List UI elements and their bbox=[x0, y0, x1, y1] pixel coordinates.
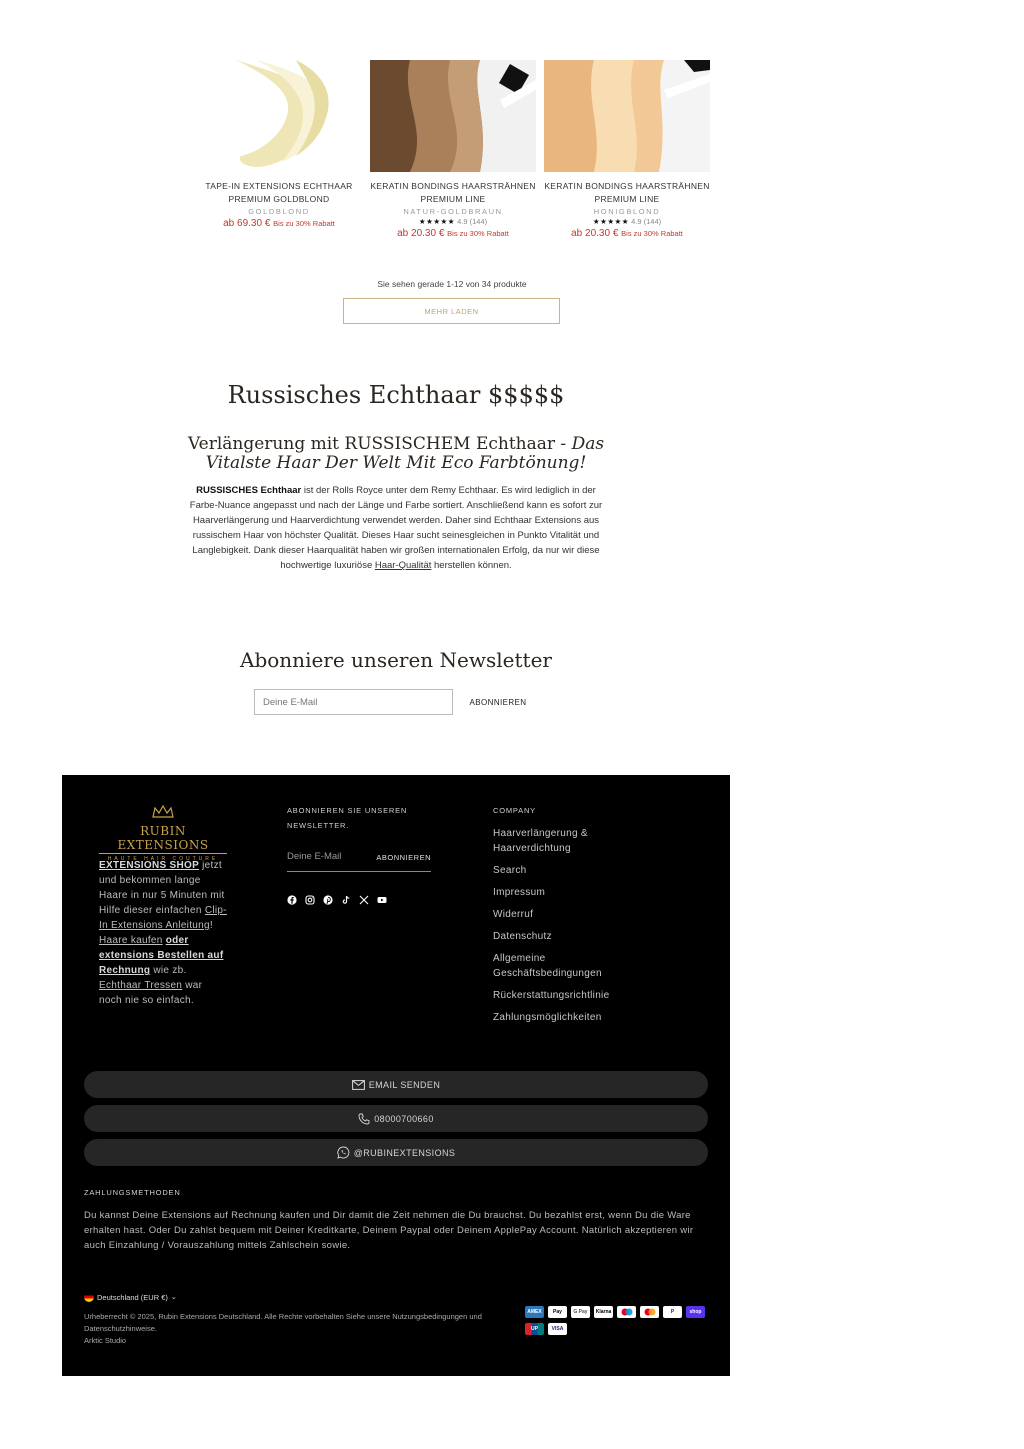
brand-logo[interactable] bbox=[99, 805, 227, 862]
google-pay-icon: G Pay bbox=[571, 1306, 590, 1318]
pagination-status: Sie sehen gerade 1-12 von 34 produkte bbox=[377, 279, 527, 289]
load-more-button[interactable]: MEHR LADEN bbox=[343, 298, 560, 324]
rating-stars-icon: ★★★★★ bbox=[592, 217, 629, 226]
credit-link[interactable]: Arktic Studio bbox=[84, 1336, 127, 1345]
phone-button[interactable] bbox=[84, 1105, 708, 1132]
product-variant: GOLDBLOND bbox=[248, 207, 310, 216]
maestro-icon bbox=[617, 1306, 636, 1318]
whatsapp-icon bbox=[337, 1146, 350, 1159]
logo-name: RUBIN EXTENSIONS bbox=[99, 824, 227, 854]
footer-newsletter-form bbox=[287, 847, 431, 872]
product-price: ab 69.30 € Bis zu 30% Rabatt bbox=[223, 218, 335, 229]
rating-stars-icon: ★★★★★ bbox=[418, 217, 455, 226]
bestellen-auf-rechnung-link[interactable]: oder extensions Bestellen auf Rechnung bbox=[99, 935, 224, 976]
payment-heading: ZAHLUNGSMETHODEN bbox=[84, 1188, 181, 1197]
product-card[interactable] bbox=[196, 60, 362, 229]
product-card[interactable] bbox=[544, 60, 710, 239]
footer-subscribe-button[interactable]: ABONNIEREN bbox=[376, 853, 431, 862]
whatsapp-button[interactable] bbox=[84, 1139, 708, 1166]
footer bbox=[62, 775, 730, 1376]
product-title[interactable]: KERATIN BONDINGS HAARSTRÄHNEN PREMIUM LINE bbox=[370, 181, 536, 204]
footer-newsletter-heading: ABONNIEREN SIE UNSEREN NEWSLETTER. bbox=[287, 806, 408, 830]
company-link-agb[interactable]: Allgemeine Geschäftsbedingungen bbox=[493, 953, 602, 979]
youtube-icon[interactable] bbox=[377, 895, 387, 905]
newsletter-title: Abonniere unseren Newsletter bbox=[240, 648, 552, 672]
extensions-shop-link[interactable]: EXTENSIONS SHOP bbox=[99, 860, 200, 871]
echthaar-tressen-link[interactable]: Echthaar Tressen bbox=[99, 980, 183, 991]
clip-in-anleitung-link[interactable]: Clip-In Extensions Anleitung bbox=[99, 905, 227, 931]
phone-button-label: 08000700660 bbox=[374, 1113, 434, 1124]
payment-icons bbox=[525, 1306, 707, 1335]
company-link-widerruf[interactable]: Widerruf bbox=[493, 909, 534, 920]
newsletter-email-input[interactable] bbox=[254, 689, 453, 715]
phone-icon bbox=[358, 1113, 370, 1125]
logo-tagline: HAUTE HAIR COUTURE bbox=[107, 856, 219, 862]
payment-text: Du kannst Deine Extensions auf Rechnung kaufen und Dir damit die Zeit nehmen die Du brauchst. Du bezahlst erst, wenn Du die Ware erhalten hast. Oder Du zahlst bequem mit Deiner Kreditkarte, Deinem Paypal oder Deinem ApplePay Account. Natürlich akzeptieren wir auch Einzahlung / Vorauszahlung mittels Zahlschein sowie. bbox=[84, 1210, 694, 1251]
hair-honigblond-image[interactable] bbox=[544, 60, 710, 172]
section-subtitle: Verlängerung mit RUSSISCHEM Echthaar - Das Vitalste Haar Der Welt Mit Eco Farbtönung! bbox=[187, 434, 605, 473]
germany-flag-icon bbox=[84, 1292, 94, 1302]
hair-natur-goldbraun-image[interactable] bbox=[370, 60, 536, 172]
company-links bbox=[493, 826, 643, 1025]
visa-icon: VISA bbox=[548, 1323, 567, 1335]
instagram-icon[interactable] bbox=[305, 895, 315, 905]
chevron-down-icon: ⌄ bbox=[170, 1294, 177, 1301]
shop-pay-icon: shop bbox=[686, 1306, 705, 1318]
company-link-impressum[interactable]: Impressum bbox=[493, 887, 546, 898]
product-price: ab 20.30 € Bis zu 30% Rabatt bbox=[397, 228, 509, 239]
tiktok-icon[interactable] bbox=[341, 895, 351, 905]
haare-kaufen-link[interactable]: Haare kaufen bbox=[99, 935, 163, 946]
amex-icon: AMEX bbox=[525, 1306, 544, 1318]
mastercard-icon bbox=[640, 1306, 659, 1318]
mail-icon bbox=[352, 1080, 365, 1090]
section-title: Russisches Echthaar $$$$$ bbox=[227, 381, 565, 409]
footer-about-text: EXTENSIONS SHOP jetzt und bekommen lange Haare in nur 5 Minuten mit Hilfe dieser einfachen Clip-In Extensions Anleitung! Haare kaufen oder extensions Bestellen auf Rechnung wie zb. Echthaar Tressen war noch nie so einfach. bbox=[99, 860, 227, 1006]
product-price: ab 20.30 € Bis zu 30% Rabatt bbox=[571, 228, 683, 239]
country-label: Deutschland (EUR €) bbox=[97, 1292, 168, 1302]
email-button[interactable] bbox=[84, 1071, 708, 1098]
footer-email-input[interactable]: Deine E-Mail bbox=[287, 851, 342, 862]
company-link-haarverlaengerung[interactable]: Haarverlängerung & Haarverdichtung bbox=[493, 828, 588, 854]
company-link-search[interactable]: Search bbox=[493, 865, 527, 876]
product-variant: NATUR-GOLDBRAUN bbox=[403, 207, 503, 216]
facebook-icon[interactable] bbox=[287, 895, 297, 905]
product-rating: ★★★★★ 4.9 (144) bbox=[592, 217, 662, 226]
country-selector[interactable] bbox=[84, 1292, 177, 1302]
company-link-zahlung[interactable]: Zahlungsmöglichkeiten bbox=[493, 1012, 602, 1023]
union-pay-icon: UP bbox=[525, 1323, 544, 1335]
crown-icon bbox=[152, 805, 174, 819]
whatsapp-button-label: @RUBINEXTENSIONS bbox=[353, 1147, 456, 1158]
hair-goldblond-image[interactable] bbox=[196, 60, 362, 172]
company-link-rueckerstattung[interactable]: Rückerstattungsrichtlinie bbox=[493, 990, 610, 1001]
social-links bbox=[287, 895, 387, 905]
product-rating: ★★★★★ 4.9 (144) bbox=[418, 217, 488, 226]
klarna-icon: Klarna bbox=[594, 1306, 613, 1318]
copyright: Urheberrecht © 2025, Rubin Extensions Deutschland. Alle Rechte vorbehalten Siehe unsere Nutzungsbedingungen und Datenschutzhinweise. Arktic Studio bbox=[84, 1312, 482, 1345]
section-body: RUSSISCHES Echthaar ist der Rolls Royce unter dem Remy Echthaar. Es wird lediglich in der Farbe-Nuance angepasst und nach der Länge und Farbe sortiert. Anschließend kann es sofort zur Haarverlängerung und Haarverdichtung verwendet werden. Daher sind Echthaar Extensions aus russischem Haar von höchster Qualität. Dieses Haar sucht seinesgleichen in Punkto Vitalität und Langlebigkeit. Dank dieser Haarqualität haben wir großen internationalen Erfolg, da nur wir diese hochwertige luxuriöse Haar-Qualität herstellen können. bbox=[189, 485, 603, 571]
newsletter-subscribe-button[interactable]: ABONNIEREN bbox=[458, 689, 538, 715]
product-variant: HONIGBLOND bbox=[593, 207, 661, 216]
apple-pay-icon: Pay bbox=[548, 1306, 567, 1318]
haar-qualitaet-link[interactable]: Haar-Qualität bbox=[374, 560, 432, 571]
product-card[interactable] bbox=[370, 60, 536, 239]
product-title[interactable]: KERATIN BONDINGS HAARSTRÄHNEN PREMIUM LINE bbox=[544, 181, 710, 204]
product-title[interactable]: TAPE-IN EXTENSIONS ECHTHAAR PREMIUM GOLDBLOND bbox=[205, 181, 353, 204]
x-icon[interactable] bbox=[359, 895, 369, 905]
email-button-label: EMAIL SENDEN bbox=[368, 1079, 441, 1090]
company-heading: COMPANY bbox=[493, 806, 536, 815]
paypal-icon: P bbox=[663, 1306, 682, 1318]
pinterest-icon[interactable] bbox=[323, 895, 333, 905]
company-link-datenschutz[interactable]: Datenschutz bbox=[493, 931, 552, 942]
